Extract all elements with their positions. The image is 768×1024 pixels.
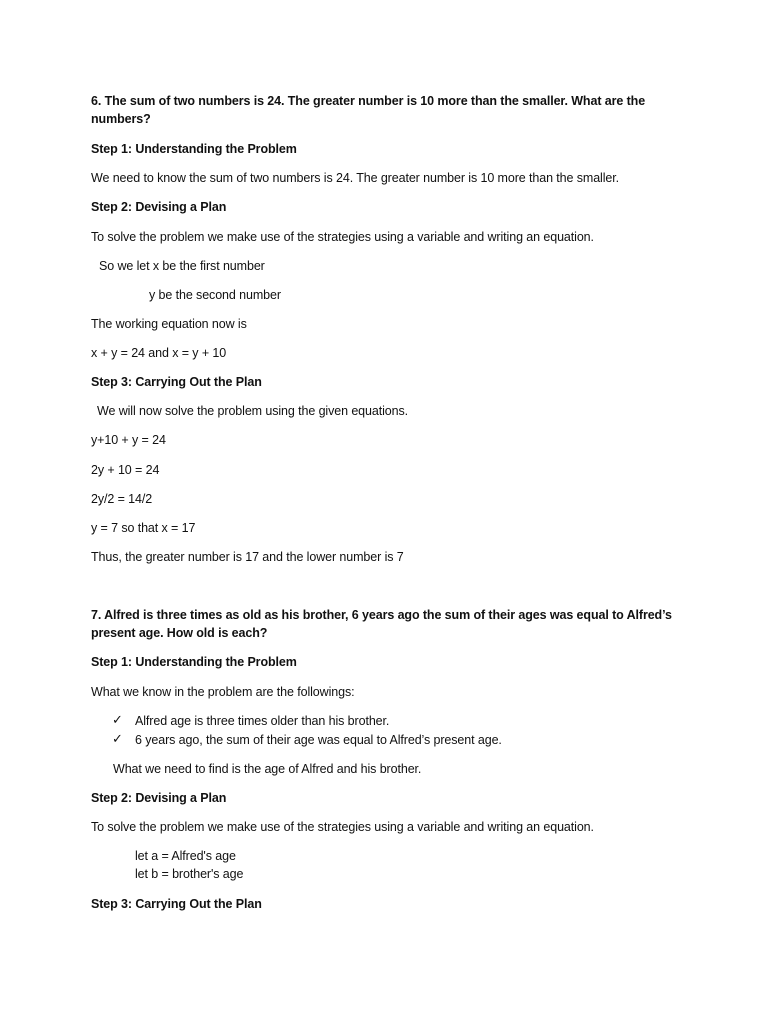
problem-6-step2-text: To solve the problem we make use of the strategies using a variable and writing an equation. [91,230,594,244]
problem-6-working-equation-label: The working equation now is [91,317,247,331]
problem-6-step2-heading: Step 2: Devising a Plan [91,200,227,214]
problem-6-conclusion: Thus, the greater number is 17 and the lower number is 7 [91,550,404,564]
problem-6-step3-heading: Step 3: Carrying Out the Plan [91,375,262,389]
problem-6-let-x: So we let x be the first number [99,259,265,273]
problem-6-question: 6. The sum of two numbers is 24. The greater number is 10 more than the smaller. What are the numbers? [91,94,646,126]
problem-7-step1-heading: Step 1: Understanding the Problem [91,655,297,669]
checkmark-icon: ✓ [112,712,123,727]
problem-7-bullet-1: Alfred age is three times older than his brother. [135,714,390,728]
problem-7-let-a: let a = Alfred's age [135,849,236,863]
problem-6-calc-2: 2y + 10 = 24 [91,463,160,477]
checkmark-icon: ✓ [112,731,123,746]
problem-6-calc-3: 2y/2 = 14/2 [91,492,153,506]
problem-7-step2-text: To solve the problem we make use of the strategies using a variable and writing an equation. [91,820,594,834]
problem-6-step3-text: We will now solve the problem using the given equations. [97,404,409,418]
problem-7-let-b: let b = brother's age [135,867,244,881]
problem-6-working-equation: x + y = 24 and x = y + 10 [91,346,227,360]
problem-6-calc-1: y+10 + y = 24 [91,433,166,447]
problem-7-step2-heading: Step 2: Devising a Plan [91,791,227,805]
problem-6-step1-text: We need to know the sum of two numbers is 24. The greater number is 10 more than the smaller. [91,171,620,185]
problem-7-need-text: What we need to find is the age of Alfred and his brother. [113,762,422,776]
problem-7-step3-heading: Step 3: Carrying Out the Plan [91,897,262,911]
problem-7-bullet-2: 6 years ago, the sum of their age was equal to Alfred’s present age. [135,733,502,747]
problem-6-step1-heading: Step 1: Understanding the Problem [91,142,297,156]
problem-6-let-y: y be the second number [149,288,281,302]
problem-7-question: 7. Alfred is three times as old as his brother, 6 years ago the sum of their ages was equal to Alfred’s present age. How old is each? [91,608,672,640]
problem-6-calc-4: y = 7 so that x = 17 [91,521,196,535]
problem-7-known-label: What we know in the problem are the followings: [91,685,355,699]
